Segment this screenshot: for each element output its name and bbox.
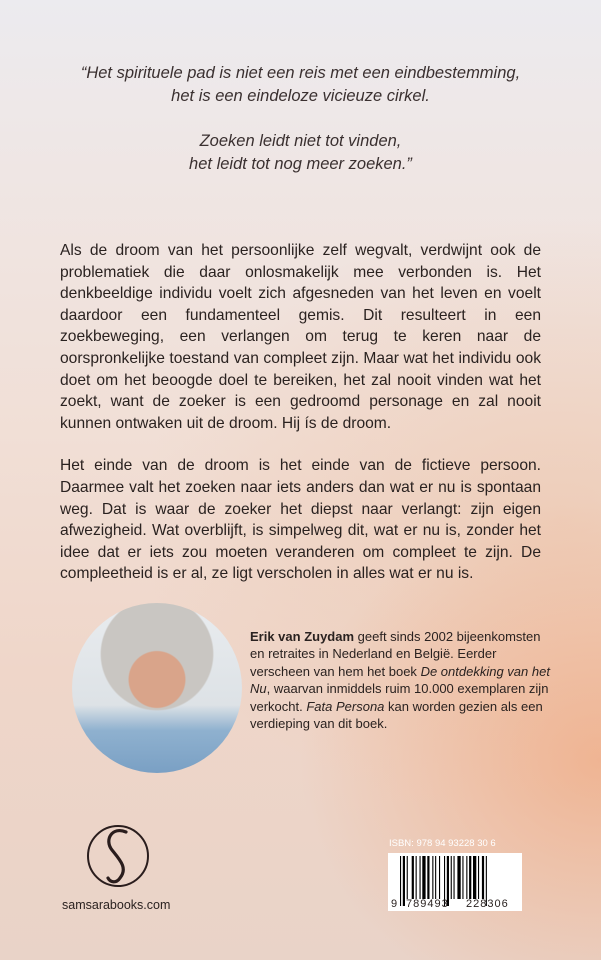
- barcode-digit: 9: [391, 898, 398, 910]
- blurb-paragraph: Het einde van de droom is het einde van de fictieve persoon. Daarmee valt het zoeken naar iets anders dan wat er nu is spontaan weg. Dat is waar de zoeker het diepst naar verlangt: zijn eigen afwezigheid. Wat overblijft, is simpelweg dit, wat er nu is, zonder het idee dat er iets zou moeten veranderen om compleet te zijn. De compleetheid is er al, ze ligt verscholen in alles wat er nu is.: [60, 457, 541, 583]
- barcode-digits: 228306: [466, 898, 509, 910]
- author-photo: [72, 603, 242, 773]
- book-title: Fata Persona: [306, 698, 385, 714]
- quote: [0, 62, 601, 198]
- author-bio: [250, 628, 555, 732]
- barcode-digits: 789493: [406, 898, 449, 910]
- publisher-website: samsarabooks.com: [62, 898, 171, 912]
- quote-line: Zoeken leidt niet tot vinden,: [199, 132, 402, 150]
- author-name: Erik van Zuydam: [250, 629, 355, 644]
- bio-text: , waarvan inmiddels ruim 10.000 exemplaren zijn verkocht.: [250, 681, 549, 714]
- isbn-label: ISBN: 978 94 93228 30 6: [389, 838, 496, 849]
- quote-line: het leidt tot nog meer zoeken.”: [189, 155, 412, 173]
- blurb: [60, 240, 541, 606]
- bio-text: kan worden gezien als een verdieping van dit boek.: [250, 698, 543, 732]
- publisher-logo: [86, 824, 150, 888]
- blurb-paragraph: Als de droom van het persoonlijke zelf wegvalt, verdwijnt ook de problematiek die daar onlosmakelijk mee verbonden is. Het denkbeeldige individu voelt zich afgesneden van het leven en voelt daardoor een fundamenteel gemis. Dit resulteert in een zoekbeweging, een verlangen om terug te keren naar de oorspronkelijke toestand van compleet zijn. Maar wat het individu ook doet om het beoogde doel te bereiken, het zal nooit vinden wat het zoekt, want de zoeker is een gedroomd personage en zal nooit kunnen ontwaken uit de droom. Hij ís de droom.: [60, 242, 541, 432]
- quote-line: het is een eindeloze vicieuze cirkel.: [171, 87, 430, 105]
- bio-text: geeft sinds 2002 bijeenkomsten en retraites in Nederland en België. Eerder verscheen van hem het boek: [250, 629, 541, 679]
- quote-line: “Het spirituele pad is niet een reis met een eindbestemming,: [80, 64, 521, 82]
- book-title: De ontdekking van het Nu: [250, 663, 550, 697]
- barcode: [388, 853, 522, 911]
